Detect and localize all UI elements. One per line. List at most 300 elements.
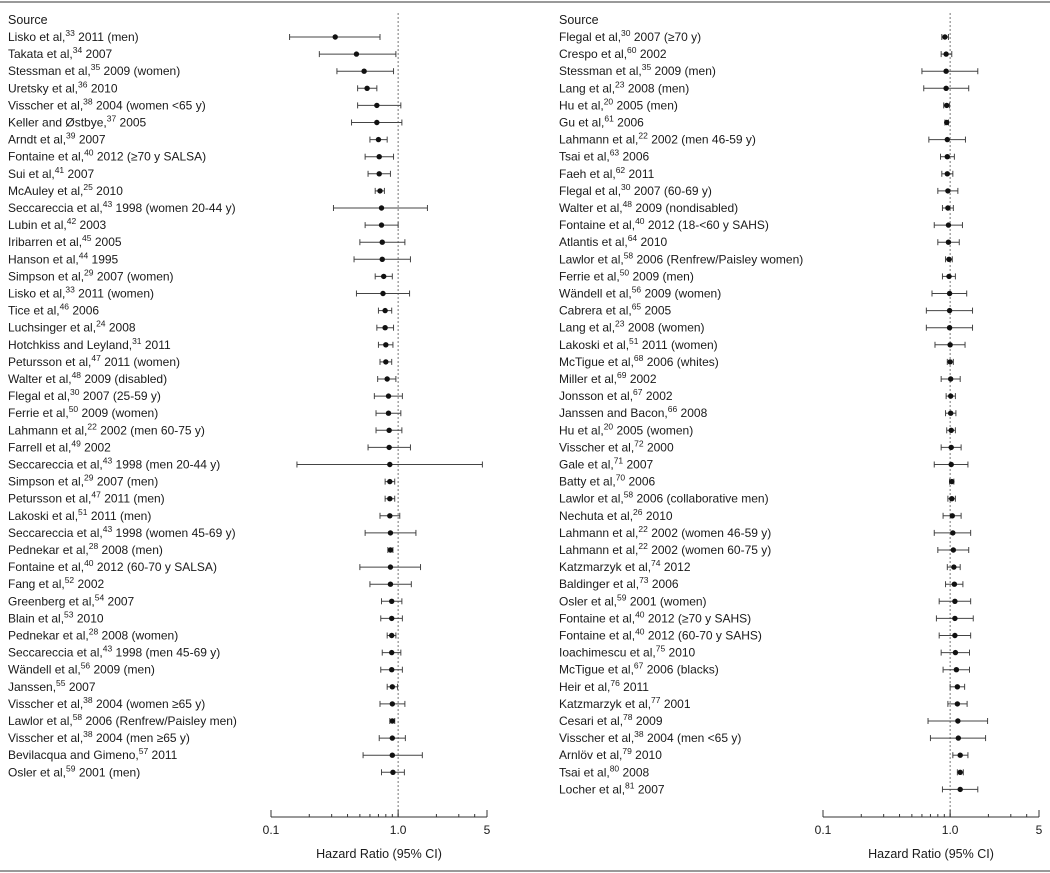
study-label bbox=[559, 490, 769, 506]
study-label bbox=[559, 182, 712, 198]
study-author: Bevilacqua and Gimeno, bbox=[8, 748, 139, 763]
study-label bbox=[559, 62, 716, 78]
study-description: 2010 bbox=[631, 748, 662, 763]
reference-number: 48 bbox=[71, 370, 82, 380]
study-author: Wändell et al, bbox=[8, 662, 81, 677]
study-author: Arndt et al, bbox=[8, 132, 67, 147]
study-description: 2002 bbox=[642, 389, 673, 404]
study-label bbox=[8, 62, 180, 78]
study-author: Takata et al, bbox=[8, 47, 73, 62]
hazard-ratio-point bbox=[955, 701, 960, 706]
reference-number: 51 bbox=[78, 506, 88, 517]
study-author: Blain et al, bbox=[8, 611, 65, 626]
hazard-ratio-point bbox=[384, 376, 389, 381]
source-header: Source bbox=[8, 13, 48, 27]
study-label bbox=[559, 285, 721, 301]
study-author: Lawlor et al, bbox=[559, 491, 624, 506]
study-author: Luchsinger et al, bbox=[8, 320, 97, 335]
study-label bbox=[8, 661, 155, 677]
study-author: Fang et al, bbox=[8, 577, 65, 592]
reference-number: 43 bbox=[102, 643, 113, 654]
study-description: 2007 bbox=[104, 594, 135, 609]
reference-number: 43 bbox=[102, 455, 113, 466]
hazard-ratio-point bbox=[955, 684, 960, 689]
study-description: 2006 bbox=[625, 474, 656, 489]
reference-number: 77 bbox=[651, 694, 661, 705]
reference-number: 22 bbox=[87, 421, 97, 432]
study-description: 2005 (men) bbox=[613, 98, 678, 113]
reference-number: 60 bbox=[627, 45, 637, 56]
study-description: 2002 (women 60-75 y) bbox=[647, 543, 772, 557]
reference-number: 68 bbox=[633, 352, 644, 363]
study-label bbox=[559, 695, 691, 711]
reference-number: 46 bbox=[59, 301, 70, 312]
hazard-ratio-point bbox=[946, 274, 951, 279]
reference-number: 62 bbox=[615, 164, 626, 175]
reference-number: 22 bbox=[638, 523, 648, 534]
study-author: Hu et al, bbox=[559, 98, 604, 113]
hazard-ratio-point bbox=[374, 103, 379, 108]
reference-number: 48 bbox=[622, 199, 633, 209]
hazard-ratio-point bbox=[945, 188, 950, 193]
hazard-ratio-point bbox=[950, 530, 955, 535]
hazard-ratio-point bbox=[949, 445, 954, 450]
study-description: 2008 bbox=[677, 406, 708, 421]
study-label bbox=[8, 45, 113, 61]
study-label bbox=[8, 421, 205, 437]
hazard-ratio-point bbox=[389, 599, 394, 604]
study-label bbox=[8, 96, 206, 112]
study-label bbox=[559, 233, 668, 249]
hazard-ratio-point bbox=[945, 205, 950, 210]
study-label bbox=[8, 250, 119, 266]
study-description: 2001 (men) bbox=[75, 765, 141, 780]
study-label bbox=[559, 387, 673, 403]
reference-number: 58 bbox=[72, 712, 83, 722]
study-author: Lahmann et al, bbox=[8, 423, 88, 438]
study-author: Stessman et al, bbox=[559, 64, 642, 79]
reference-number: 67 bbox=[633, 660, 644, 671]
hazard-ratio-point bbox=[387, 513, 392, 518]
reference-number: 40 bbox=[635, 609, 645, 620]
study-label bbox=[559, 165, 655, 181]
study-description: 2007 bbox=[82, 47, 113, 62]
study-author: Gu et al, bbox=[559, 115, 605, 130]
study-author: Petursson et al, bbox=[8, 354, 92, 369]
study-label bbox=[559, 609, 751, 625]
study-author: Lisko et al, bbox=[8, 30, 66, 44]
reference-number: 64 bbox=[627, 233, 638, 244]
study-label bbox=[8, 473, 158, 489]
study-description: 2007 (≥70 y) bbox=[630, 30, 702, 44]
study-label bbox=[8, 746, 178, 762]
reference-number: 58 bbox=[623, 250, 634, 261]
study-author: Lubin et al, bbox=[8, 218, 67, 233]
hazard-ratio-point bbox=[945, 154, 950, 159]
reference-number: 26 bbox=[633, 506, 643, 517]
study-author: Seccareccia et al, bbox=[8, 201, 103, 215]
study-author: Lawlor et al, bbox=[559, 252, 624, 267]
study-label bbox=[8, 729, 190, 745]
hazard-ratio-point bbox=[388, 530, 393, 535]
study-label bbox=[559, 404, 708, 420]
reference-number: 20 bbox=[603, 421, 614, 432]
study-author: Petursson et al, bbox=[8, 491, 92, 506]
study-description: 2004 (men ≥65 y) bbox=[92, 731, 190, 746]
study-description: 2009 bbox=[632, 714, 663, 728]
study-label bbox=[8, 490, 165, 506]
study-author: Lahmann et al, bbox=[559, 132, 639, 147]
study-label bbox=[8, 575, 105, 591]
reference-number: 72 bbox=[634, 438, 644, 449]
reference-number: 33 bbox=[65, 28, 75, 38]
hazard-ratio-point bbox=[387, 496, 392, 501]
x-tick-label: 1.0 bbox=[389, 823, 407, 837]
study-description: 2011 (women) bbox=[74, 286, 154, 301]
hazard-ratio-point bbox=[949, 428, 954, 433]
study-label bbox=[559, 199, 738, 215]
reference-number: 80 bbox=[609, 763, 620, 774]
study-author: Locher et al, bbox=[559, 782, 626, 797]
reference-number: 47 bbox=[91, 352, 101, 363]
hazard-ratio-point bbox=[943, 51, 948, 56]
study-label bbox=[8, 712, 237, 728]
study-label bbox=[8, 165, 95, 181]
x-tick-label: 1.0 bbox=[941, 823, 959, 837]
reference-number: 43 bbox=[102, 199, 113, 209]
hazard-ratio-point bbox=[379, 205, 384, 210]
hazard-ratio-point bbox=[947, 325, 952, 330]
reference-number: 54 bbox=[94, 592, 105, 603]
study-author: Visscher et al, bbox=[559, 731, 635, 746]
study-description: 2007 (60-69 y) bbox=[630, 183, 712, 198]
reference-number: 29 bbox=[84, 267, 94, 278]
hazard-ratio-point bbox=[949, 496, 954, 501]
reference-number: 38 bbox=[83, 729, 93, 740]
study-author: Pednekar et al, bbox=[8, 543, 89, 557]
study-description: 2003 bbox=[76, 218, 107, 233]
reference-number: 43 bbox=[102, 523, 113, 534]
hazard-ratio-point bbox=[383, 359, 388, 364]
reference-number: 41 bbox=[54, 164, 65, 175]
study-description: 2009 (disabled) bbox=[81, 372, 168, 386]
hazard-ratio-point bbox=[376, 137, 381, 142]
study-author: Arnlöv et al, bbox=[559, 748, 623, 763]
study-description: 2011 bbox=[148, 748, 178, 763]
study-description: 2008 (men) bbox=[624, 81, 690, 96]
hazard-ratio-point bbox=[956, 735, 961, 740]
study-author: Tsai et al, bbox=[559, 149, 610, 164]
reference-number: 38 bbox=[83, 694, 93, 705]
hazard-ratio-point bbox=[952, 582, 957, 587]
study-description: 2006 bbox=[619, 149, 650, 164]
hazard-ratio-point bbox=[379, 222, 384, 227]
study-description: 2009 (men) bbox=[629, 269, 694, 284]
study-description: 2011 bbox=[625, 166, 655, 181]
reference-number: 74 bbox=[651, 558, 661, 569]
reference-number: 28 bbox=[88, 626, 99, 637]
reference-number: 58 bbox=[623, 489, 634, 500]
study-label bbox=[559, 353, 719, 369]
study-author: Simpson et al, bbox=[8, 474, 85, 489]
study-description: 2011 (men) bbox=[87, 508, 152, 523]
hazard-ratio-point bbox=[958, 787, 963, 792]
study-label bbox=[559, 746, 662, 762]
study-description: 2007 bbox=[623, 457, 654, 472]
study-author: Jonsson et al, bbox=[559, 389, 634, 404]
study-author: Gale et al, bbox=[559, 457, 614, 472]
study-label bbox=[8, 285, 154, 301]
study-description: 2001 (women) bbox=[626, 594, 707, 609]
study-description: 2012 (≥70 y SALSA) bbox=[93, 149, 207, 164]
reference-number: 29 bbox=[84, 472, 94, 483]
study-label bbox=[559, 678, 649, 694]
study-author: McTigue et al, bbox=[559, 662, 634, 677]
study-description: 2008 bbox=[105, 320, 136, 335]
study-label bbox=[559, 661, 719, 677]
study-description: 2005 bbox=[641, 303, 672, 318]
hazard-ratio-point bbox=[383, 342, 388, 347]
hazard-ratio-point bbox=[377, 171, 382, 176]
hazard-ratio-point bbox=[382, 308, 387, 313]
reference-number: 31 bbox=[132, 335, 142, 346]
study-author: Osler et al, bbox=[559, 594, 618, 609]
study-description: 2006 bbox=[69, 303, 100, 318]
study-description: 2009 (women) bbox=[641, 286, 722, 301]
study-author: Flegal et al, bbox=[559, 30, 622, 44]
reference-number: 59 bbox=[66, 763, 76, 774]
study-description: 2011 (women) bbox=[638, 337, 718, 352]
study-label bbox=[559, 421, 693, 437]
hazard-ratio-point bbox=[386, 411, 391, 416]
hazard-ratio-point bbox=[381, 274, 386, 279]
study-description: 2002 (women 46-59 y) bbox=[647, 525, 772, 540]
study-author: Hu et al, bbox=[559, 423, 604, 438]
reference-number: 22 bbox=[638, 130, 648, 141]
reference-number: 40 bbox=[635, 216, 645, 227]
study-author: Ferrie et al, bbox=[559, 269, 620, 284]
study-author: Heir et al, bbox=[559, 679, 611, 694]
x-tick-label: 0.1 bbox=[262, 823, 280, 837]
hazard-ratio-point bbox=[947, 291, 952, 296]
reference-number: 23 bbox=[615, 318, 625, 329]
study-description: 2008 bbox=[619, 765, 650, 780]
hazard-ratio-point bbox=[946, 257, 951, 262]
hazard-ratio-point bbox=[390, 753, 395, 758]
reference-number: 50 bbox=[68, 404, 79, 415]
study-author: Visscher et al, bbox=[559, 440, 635, 455]
hazard-ratio-point bbox=[953, 650, 958, 655]
study-author: Greenberg et al, bbox=[8, 594, 95, 609]
study-label bbox=[559, 114, 644, 130]
hazard-ratio-point bbox=[947, 308, 952, 313]
study-author: Katzmarzyk et al, bbox=[559, 696, 652, 711]
study-description: 2008 (women) bbox=[98, 628, 179, 643]
study-author: Keller and Østbye, bbox=[8, 115, 107, 130]
study-description: 1995 bbox=[88, 252, 119, 267]
study-label bbox=[8, 609, 104, 625]
study-description: 2007 (25-59 y) bbox=[79, 389, 161, 404]
study-label bbox=[559, 763, 650, 779]
reference-number: 38 bbox=[83, 96, 93, 107]
reference-number: 23 bbox=[615, 79, 625, 90]
study-description: 2011 (men) bbox=[74, 30, 139, 44]
reference-number: 40 bbox=[84, 558, 94, 569]
reference-number: 51 bbox=[629, 335, 639, 346]
study-description: 2011 bbox=[141, 337, 171, 352]
reference-number: 39 bbox=[66, 130, 76, 141]
study-author: Iribarren et al, bbox=[8, 235, 83, 250]
reference-number: 28 bbox=[88, 541, 99, 551]
study-label bbox=[8, 541, 163, 557]
reference-number: 79 bbox=[622, 746, 632, 757]
study-description: 2001 bbox=[660, 696, 691, 711]
study-description: 2011 (men) bbox=[100, 491, 165, 506]
hazard-ratio-point bbox=[943, 86, 948, 91]
study-description: 2010 bbox=[665, 645, 696, 660]
hazard-ratio-point bbox=[952, 616, 957, 621]
x-tick-label: 5 bbox=[1035, 823, 1043, 837]
hazard-ratio-point bbox=[949, 462, 954, 467]
hazard-ratio-point bbox=[945, 171, 950, 176]
study-label bbox=[559, 575, 679, 591]
study-label bbox=[559, 319, 705, 335]
study-description: 2010 bbox=[87, 81, 118, 96]
study-label bbox=[8, 199, 236, 215]
study-label bbox=[559, 28, 701, 44]
study-label bbox=[8, 302, 99, 318]
study-description: 2000 bbox=[643, 440, 674, 455]
study-description: 2002 bbox=[636, 47, 667, 62]
study-label bbox=[8, 678, 96, 694]
study-description: 2010 bbox=[73, 611, 104, 626]
study-description: 2007 bbox=[75, 132, 106, 147]
reference-number: 81 bbox=[625, 780, 635, 791]
hazard-ratio-point bbox=[948, 411, 953, 416]
study-description: 2009 (women) bbox=[78, 406, 159, 421]
reference-number: 63 bbox=[609, 147, 620, 158]
study-author: Ioachimescu et al, bbox=[559, 645, 656, 660]
reference-number: 53 bbox=[64, 609, 74, 620]
study-label bbox=[559, 96, 678, 112]
hazard-ratio-point bbox=[947, 342, 952, 347]
study-label bbox=[8, 319, 136, 335]
reference-number: 30 bbox=[621, 181, 631, 192]
study-label bbox=[8, 182, 123, 198]
hazard-ratio-point bbox=[950, 513, 955, 518]
study-label bbox=[8, 28, 139, 44]
reference-number: 35 bbox=[641, 62, 652, 73]
hazard-ratio-point bbox=[389, 650, 394, 655]
reference-number: 57 bbox=[138, 746, 149, 757]
study-author: Baldinger et al, bbox=[559, 577, 640, 592]
study-author: Lakoski et al, bbox=[8, 508, 79, 523]
study-label bbox=[559, 336, 718, 352]
study-author: Tsai et al, bbox=[559, 765, 610, 780]
study-description: 2006 (whites) bbox=[643, 354, 719, 369]
study-description: 2006 (Renfrew/Paisley women) bbox=[633, 252, 804, 267]
study-label bbox=[8, 592, 135, 608]
reference-number: 33 bbox=[65, 284, 75, 295]
study-description: 2009 (men) bbox=[90, 662, 155, 677]
reference-number: 40 bbox=[84, 147, 94, 158]
study-label bbox=[559, 780, 665, 796]
study-description: 2007 bbox=[64, 166, 95, 181]
study-label bbox=[8, 131, 106, 147]
reference-number: 22 bbox=[638, 541, 648, 551]
hazard-ratio-point bbox=[388, 582, 393, 587]
study-description: 2009 (women) bbox=[100, 64, 181, 79]
hazard-ratio-point bbox=[390, 684, 395, 689]
reference-number: 50 bbox=[619, 267, 630, 278]
hazard-ratio-point bbox=[952, 599, 957, 604]
hazard-ratio-point bbox=[951, 564, 956, 569]
hazard-ratio-point bbox=[380, 291, 385, 296]
study-author: McTigue et al, bbox=[559, 354, 634, 369]
study-label bbox=[8, 336, 171, 352]
reference-number: 40 bbox=[635, 626, 645, 637]
study-description: 2006 (collaborative men) bbox=[633, 491, 769, 506]
study-label bbox=[559, 644, 696, 660]
hazard-ratio-point bbox=[946, 222, 951, 227]
study-author: Faeh et al, bbox=[559, 166, 616, 181]
study-author: Flegal et al, bbox=[8, 389, 71, 404]
study-description: 2004 (women ≥65 y) bbox=[92, 696, 206, 711]
study-author: Stessman et al, bbox=[8, 64, 91, 79]
study-author: Walter et al, bbox=[559, 201, 623, 215]
study-author: Walter et al, bbox=[8, 372, 72, 386]
study-label bbox=[559, 216, 769, 232]
study-label bbox=[559, 729, 741, 745]
study-author: Fontaine et al, bbox=[559, 628, 636, 643]
study-label bbox=[8, 507, 151, 523]
forest-panel-left bbox=[8, 13, 491, 861]
study-author: Lawlor et al, bbox=[8, 714, 73, 728]
study-description: 2007 bbox=[634, 782, 665, 797]
hazard-ratio-point bbox=[382, 325, 387, 330]
study-label bbox=[559, 524, 771, 540]
study-label bbox=[8, 370, 167, 386]
study-label bbox=[8, 644, 220, 660]
reference-number: 52 bbox=[64, 575, 75, 586]
forest-panel-right bbox=[559, 13, 1043, 861]
hazard-ratio-point bbox=[361, 69, 366, 74]
study-author: Visscher et al, bbox=[8, 98, 84, 113]
study-description: 2007 bbox=[65, 679, 96, 694]
hazard-ratio-point bbox=[389, 616, 394, 621]
study-author: Simpson et al, bbox=[8, 269, 85, 284]
study-author: Fontaine et al, bbox=[8, 560, 85, 575]
study-label bbox=[559, 438, 674, 454]
study-label bbox=[559, 712, 663, 728]
reference-number: 44 bbox=[78, 250, 89, 261]
reference-number: 66 bbox=[667, 404, 678, 415]
hazard-ratio-point bbox=[947, 359, 952, 364]
reference-number: 37 bbox=[106, 113, 117, 124]
study-description: 2002 (men 60-75 y) bbox=[96, 423, 205, 438]
hazard-ratio-point bbox=[954, 667, 959, 672]
study-label bbox=[8, 438, 111, 454]
x-tick-label: 5 bbox=[483, 823, 491, 837]
study-author: Batty et al, bbox=[559, 474, 616, 489]
study-author: Janssen, bbox=[8, 679, 57, 694]
study-author: Katzmarzyk et al, bbox=[559, 560, 652, 575]
study-description: 2005 bbox=[91, 235, 122, 250]
study-author: Lahmann et al, bbox=[559, 543, 639, 557]
study-label bbox=[559, 267, 694, 283]
hazard-ratio-point bbox=[952, 633, 957, 638]
reference-number: 71 bbox=[613, 455, 624, 466]
